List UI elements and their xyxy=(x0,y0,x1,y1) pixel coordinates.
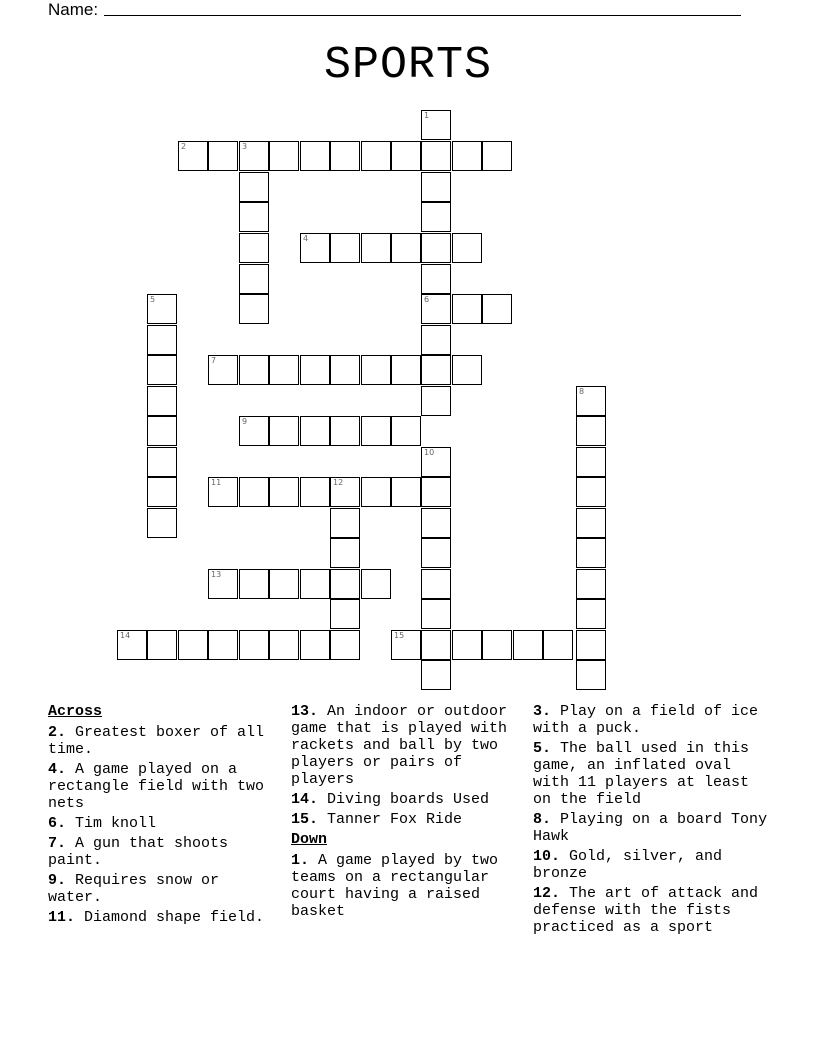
crossword-cell[interactable] xyxy=(391,630,421,660)
clue-across-7 xyxy=(48,835,280,869)
crossword-cell[interactable] xyxy=(576,447,606,477)
crossword-cell[interactable] xyxy=(421,294,451,324)
clue-across-15 xyxy=(291,811,527,828)
clue-across-6 xyxy=(48,815,280,832)
crossword-cell[interactable] xyxy=(330,355,360,385)
crossword-cell[interactable] xyxy=(421,110,451,140)
cell-number: 10 xyxy=(424,448,435,457)
clue-down-5 xyxy=(533,740,773,808)
crossword-cell[interactable] xyxy=(421,508,451,538)
crossword-cell[interactable] xyxy=(421,569,451,599)
clue-number: 12. xyxy=(533,885,561,902)
crossword-cell[interactable] xyxy=(543,630,573,660)
cell-number: 7 xyxy=(211,356,217,365)
crossword-cell[interactable] xyxy=(576,416,606,446)
clues-column-3 xyxy=(533,703,773,939)
clue-across-2 xyxy=(48,724,280,758)
crossword-cell[interactable] xyxy=(208,141,238,171)
crossword-cell[interactable] xyxy=(452,294,482,324)
cell-number: 5 xyxy=(150,295,156,304)
crossword-cell[interactable] xyxy=(452,233,482,263)
clue-text: Gold, silver, and bronze xyxy=(533,848,723,882)
crossword-cell[interactable] xyxy=(391,355,421,385)
clue-down-8 xyxy=(533,811,773,845)
crossword-cell[interactable] xyxy=(239,141,269,171)
clue-across-14 xyxy=(291,791,527,808)
clue-text: A game played by two teams on a rectangular court having a raised basket xyxy=(291,852,499,920)
crossword-cell[interactable] xyxy=(576,569,606,599)
crossword-cell[interactable] xyxy=(147,447,177,477)
crossword-cell[interactable] xyxy=(239,202,269,232)
crossword-cell[interactable] xyxy=(178,141,208,171)
crossword-cell[interactable] xyxy=(576,599,606,629)
crossword-cell[interactable] xyxy=(239,630,269,660)
crossword-cell[interactable] xyxy=(361,355,391,385)
clue-across-9 xyxy=(48,872,280,906)
clue-number: 3. xyxy=(533,703,552,720)
crossword-cell[interactable] xyxy=(330,599,360,629)
crossword-cell[interactable] xyxy=(361,233,391,263)
crossword-cell[interactable] xyxy=(576,660,606,690)
crossword-cell[interactable] xyxy=(421,355,451,385)
cell-number: 1 xyxy=(424,111,430,120)
crossword-cell[interactable] xyxy=(300,630,330,660)
clue-text: A gun that shoots paint. xyxy=(48,835,229,869)
crossword-cell[interactable] xyxy=(421,325,451,355)
clue-text: The ball used in this game, an inflated oval with 11 players at least on the field xyxy=(533,740,750,808)
clue-text: Play on a field of ice with a puck. xyxy=(533,703,759,737)
crossword-cell[interactable] xyxy=(576,630,606,660)
clue-text: Greatest boxer of all time. xyxy=(48,724,265,758)
puzzle-title: SPORTS xyxy=(323,40,493,91)
crossword-cell[interactable] xyxy=(239,569,269,599)
crossword-cell[interactable] xyxy=(452,355,482,385)
crossword-cell[interactable] xyxy=(421,660,451,690)
clue-text: Tanner Fox Ride xyxy=(327,811,463,828)
clue-number: 7. xyxy=(48,835,67,852)
crossword-cell[interactable] xyxy=(269,477,299,507)
crossword-cell[interactable] xyxy=(576,386,606,416)
crossword-cell[interactable] xyxy=(239,477,269,507)
crossword-cell[interactable] xyxy=(330,538,360,568)
crossword-cell[interactable] xyxy=(147,355,177,385)
crossword-cell[interactable] xyxy=(482,294,512,324)
clue-text: Diamond shape field. xyxy=(84,909,265,926)
crossword-cell[interactable] xyxy=(330,233,360,263)
crossword-cell[interactable] xyxy=(482,630,512,660)
crossword-cell[interactable] xyxy=(239,264,269,294)
clue-text: Diving boards Used xyxy=(327,791,490,808)
crossword-cell[interactable] xyxy=(269,630,299,660)
crossword-cell[interactable] xyxy=(391,233,421,263)
crossword-cell[interactable] xyxy=(361,141,391,171)
crossword-cell[interactable] xyxy=(269,355,299,385)
crossword-cell[interactable] xyxy=(482,141,512,171)
cell-number: 11 xyxy=(211,478,222,487)
crossword-cell[interactable] xyxy=(269,569,299,599)
clue-text: Tim knoll xyxy=(75,815,157,832)
crossword-cell[interactable] xyxy=(208,355,238,385)
cell-number: 3 xyxy=(242,142,248,151)
crossword-cell[interactable] xyxy=(300,477,330,507)
clue-number: 10. xyxy=(533,848,561,865)
crossword-cell[interactable] xyxy=(576,508,606,538)
crossword-cell[interactable] xyxy=(178,630,208,660)
clue-number: 1. xyxy=(291,852,310,869)
cell-number: 2 xyxy=(181,142,187,151)
clue-across-4 xyxy=(48,761,280,812)
crossword-cell[interactable] xyxy=(239,294,269,324)
crossword-cell[interactable] xyxy=(361,477,391,507)
crossword-cell[interactable] xyxy=(147,325,177,355)
clue-number: 6. xyxy=(48,815,67,832)
clue-across-13 xyxy=(291,703,527,788)
clue-down-10 xyxy=(533,848,773,882)
clue-text: Playing on a board Tony Hawk xyxy=(533,811,768,845)
clue-number: 11. xyxy=(48,909,76,926)
crossword-cell[interactable] xyxy=(208,569,238,599)
crossword-cell[interactable] xyxy=(421,233,451,263)
clue-number: 4. xyxy=(48,761,67,778)
crossword-cell[interactable] xyxy=(421,264,451,294)
crossword-cell[interactable] xyxy=(513,630,543,660)
clue-text: The art of attack and defense with the fists practiced as a sport xyxy=(533,885,759,936)
down-heading: Down xyxy=(291,831,328,848)
crossword-cell[interactable] xyxy=(300,141,330,171)
clue-number: 8. xyxy=(533,811,552,828)
clue-text: A game played on a rectangle field with two nets xyxy=(48,761,265,812)
crossword-cell[interactable] xyxy=(147,386,177,416)
crossword-cell[interactable] xyxy=(300,355,330,385)
cell-number: 13 xyxy=(211,570,222,579)
crossword-cell[interactable] xyxy=(147,508,177,538)
clue-number: 13. xyxy=(291,703,319,720)
crossword-cell[interactable] xyxy=(269,416,299,446)
crossword-cell[interactable] xyxy=(147,294,177,324)
crossword-cell[interactable] xyxy=(421,599,451,629)
clue-number: 5. xyxy=(533,740,552,757)
clues-column-2 xyxy=(291,703,527,923)
cell-number: 8 xyxy=(579,387,585,396)
cell-number: 6 xyxy=(424,295,430,304)
crossword-cell[interactable] xyxy=(208,477,238,507)
clue-text: Requires snow or water. xyxy=(48,872,220,906)
crossword-cell[interactable] xyxy=(452,630,482,660)
crossword-cell[interactable] xyxy=(147,477,177,507)
crossword-cell[interactable] xyxy=(421,447,451,477)
crossword-cell[interactable] xyxy=(239,355,269,385)
crossword-cell[interactable] xyxy=(147,416,177,446)
clue-down-1 xyxy=(291,852,527,920)
crossword-cell[interactable] xyxy=(117,630,147,660)
crossword-cell[interactable] xyxy=(330,569,360,599)
name-label: Name: xyxy=(48,0,99,19)
crossword-cell[interactable] xyxy=(421,172,451,202)
crossword-cell[interactable] xyxy=(330,141,360,171)
clue-down-3 xyxy=(533,703,773,737)
crossword-cell[interactable] xyxy=(391,477,421,507)
crossword-cell[interactable] xyxy=(452,141,482,171)
crossword-cell[interactable] xyxy=(330,630,360,660)
clues-column-1 xyxy=(48,703,280,929)
crossword-cell[interactable] xyxy=(300,233,330,263)
crossword-cell[interactable] xyxy=(361,569,391,599)
cell-number: 14 xyxy=(120,631,131,640)
clue-down-12 xyxy=(533,885,773,936)
clue-text: An indoor or outdoor game that is played with rackets and ball by two players or pairs of players xyxy=(291,703,508,788)
crossword-cell[interactable] xyxy=(576,538,606,568)
cell-number: 9 xyxy=(242,417,248,426)
crossword-cell[interactable] xyxy=(330,477,360,507)
cell-number: 15 xyxy=(394,631,405,640)
crossword-cell[interactable] xyxy=(391,141,421,171)
crossword-cell[interactable] xyxy=(391,416,421,446)
crossword-cell[interactable] xyxy=(239,172,269,202)
crossword-cell[interactable] xyxy=(300,416,330,446)
crossword-cell[interactable] xyxy=(239,233,269,263)
crossword-cell[interactable] xyxy=(330,416,360,446)
crossword-cell[interactable] xyxy=(421,477,451,507)
crossword-cell[interactable] xyxy=(421,538,451,568)
crossword-cell[interactable] xyxy=(208,630,238,660)
crossword-cell[interactable] xyxy=(147,630,177,660)
crossword-cell[interactable] xyxy=(361,416,391,446)
crossword-cell[interactable] xyxy=(421,386,451,416)
crossword-cell[interactable] xyxy=(421,202,451,232)
crossword-cell[interactable] xyxy=(576,477,606,507)
crossword-cell[interactable] xyxy=(330,508,360,538)
crossword-cell[interactable] xyxy=(421,141,451,171)
crossword-cell[interactable] xyxy=(269,141,299,171)
crossword-cell[interactable] xyxy=(300,569,330,599)
cell-number: 4 xyxy=(303,234,309,243)
clue-number: 9. xyxy=(48,872,67,889)
clue-across-11 xyxy=(48,909,280,926)
cell-number: 12 xyxy=(333,478,344,487)
clue-number: 2. xyxy=(48,724,67,741)
crossword-cell[interactable] xyxy=(421,630,451,660)
clue-number: 14. xyxy=(291,791,319,808)
across-heading: Across xyxy=(48,703,103,720)
clue-number: 15. xyxy=(291,811,319,828)
crossword-cell[interactable] xyxy=(239,416,269,446)
